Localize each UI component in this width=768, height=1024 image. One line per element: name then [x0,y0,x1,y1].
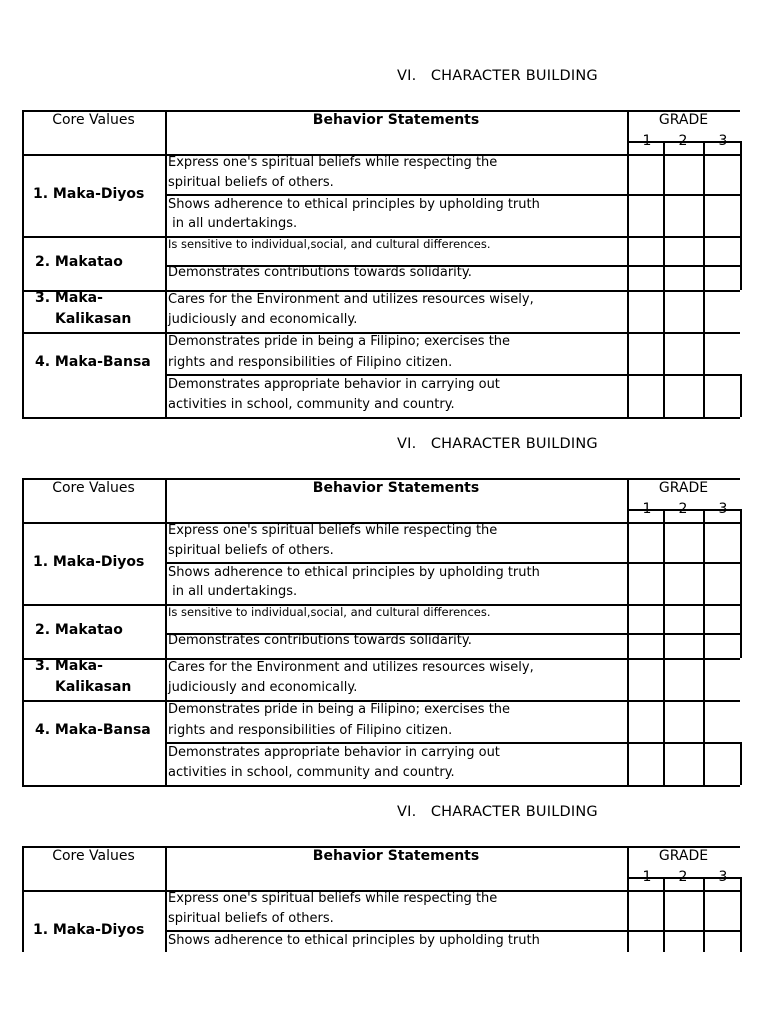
grade-col-1: 1 [642,133,652,149]
statement-3: Is sensitive to individual,social, and cultural differences. [168,237,491,251]
statement-1: Express one's spiritual beliefs while respecting the [168,155,498,170]
table-rule [740,877,742,952]
statement-2: Shows adherence to ethical principles by upholding truth [168,197,540,212]
statement-1: Express one's spiritual beliefs while respecting the [168,891,498,906]
section-title: VI. CHARACTER BUILDING [397,436,598,452]
core-value-makatao: 2. Makatao [35,254,123,270]
table-rule [740,141,742,290]
statement-4: Demonstrates contributions towards solidarity. [168,265,472,280]
table-rule [663,877,665,952]
table-rule [740,374,742,417]
grade-col-2: 2 [678,869,688,885]
statement-2: in all undertakings. [168,216,298,231]
statement-7: activities in school, community and country. [168,397,455,412]
core-value-maka-kalikasan: Kalikasan [55,679,132,695]
row-divider [22,417,740,419]
core-value-maka-diyos: 1. Maka-Diyos [33,922,145,938]
table-rule [165,110,167,417]
statement-1: spiritual beliefs of others. [168,175,334,190]
table-rule [703,877,705,952]
grade-col-1: 1 [642,501,652,517]
statement-6: Demonstrates pride in being a Filipino; exercises the [168,334,511,349]
table-rule [740,742,742,785]
row-divider [22,785,740,787]
statement-2: Shows adherence to ethical principles by upholding truth [168,933,540,948]
statement-7: Demonstrates appropriate behavior in carrying out [168,745,500,760]
table-rule [627,478,629,785]
behavior-statements-header: Behavior Statements [312,848,480,864]
grade-header: GRADE [658,480,709,496]
section-title: VI. CHARACTER BUILDING [397,804,598,820]
core-value-maka-kalikasan: 3. Maka- [35,290,103,306]
statement-1: spiritual beliefs of others. [168,911,334,926]
behavior-statements-header: Behavior Statements [312,112,480,128]
grade-col-2: 2 [678,133,688,149]
core-value-maka-diyos: 1. Maka-Diyos [33,554,145,570]
core-value-maka-bansa: 4. Maka-Bansa [35,354,151,370]
core-value-makatao: 2. Makatao [35,622,123,638]
core-values-header: Core Values [52,112,135,128]
statement-7: Demonstrates appropriate behavior in carrying out [168,377,500,392]
statement-3: Is sensitive to individual,social, and cultural differences. [168,605,491,619]
core-value-maka-kalikasan: 3. Maka- [35,658,103,674]
grade-header: GRADE [658,848,709,864]
core-values-header: Core Values [52,480,135,496]
grade-col-3: 3 [718,501,728,517]
statement-7: activities in school, community and country. [168,765,455,780]
behavior-statements-header: Behavior Statements [312,480,480,496]
statement-5: Cares for the Environment and utilizes resources wisely, [168,292,534,307]
table-rule [740,509,742,658]
core-values-header: Core Values [52,848,135,864]
table-rule [165,478,167,785]
statement-1: Express one's spiritual beliefs while respecting the [168,523,498,538]
statement-4: Demonstrates contributions towards solidarity. [168,633,472,648]
statement-6: rights and responsibilities of Filipino citizen. [168,355,453,370]
core-value-maka-kalikasan: Kalikasan [55,311,132,327]
core-value-maka-bansa: 4. Maka-Bansa [35,722,151,738]
grade-col-2: 2 [678,501,688,517]
statement-5: Cares for the Environment and utilizes resources wisely, [168,660,534,675]
core-value-maka-diyos: 1. Maka-Diyos [33,186,145,202]
statement-2: Shows adherence to ethical principles by upholding truth [168,565,540,580]
statement-1: spiritual beliefs of others. [168,543,334,558]
statement-5: judiciously and economically. [168,680,358,695]
section-title: VI. CHARACTER BUILDING [397,68,598,84]
grade-col-1: 1 [642,869,652,885]
statement-6: Demonstrates pride in being a Filipino; exercises the [168,702,511,717]
statement-6: rights and responsibilities of Filipino citizen. [168,723,453,738]
table-rule [22,110,24,417]
table-rule [627,110,629,417]
grade-header: GRADE [658,112,709,128]
grade-col-3: 3 [718,869,728,885]
grade-col-3: 3 [718,133,728,149]
statement-5: judiciously and economically. [168,312,358,327]
statement-2: in all undertakings. [168,584,298,599]
table-rule [22,478,24,785]
